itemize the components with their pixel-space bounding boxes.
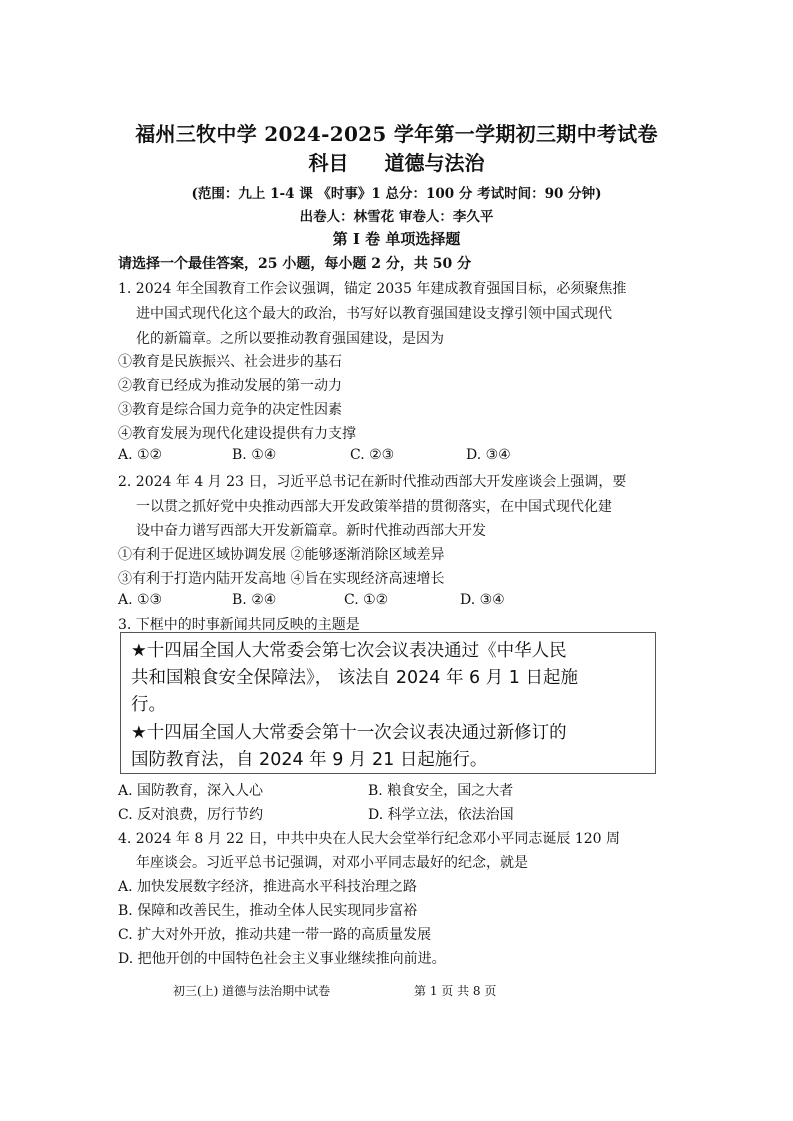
instructions: 请选择一个最佳答案，25 小题，每小题 2 分，共 50 分 bbox=[118, 256, 472, 272]
q4-option-b[interactable]: B. 保障和改善民生，推动全体人民实现同步富裕 bbox=[118, 903, 418, 919]
q2-stem-line: 2. 2024 年 4 月 23 日，习近平总书记在新时代推动西部大开发座谈会上强调，要 bbox=[118, 474, 627, 490]
q3-box-line: 行。 bbox=[131, 695, 166, 715]
q3-option-d[interactable]: D. 科学立法，依法治国 bbox=[368, 807, 514, 823]
q1-item: ②教育已经成为推动发展的第一动力 bbox=[118, 378, 342, 394]
q1-stem-line: 1. 2024 年全国教育工作会议强调，锚定 2035 年建成教育强国目标，必须聚焦推 bbox=[118, 281, 627, 297]
q1-option-d[interactable]: D. ③④ bbox=[466, 447, 511, 463]
q3-option-a[interactable]: A. 国防教育，深入人心 bbox=[118, 783, 264, 799]
q2-option-a[interactable]: A. ①③ bbox=[118, 592, 163, 608]
q2-item: ①有利于促进区域协调发展 ②能够逐渐消除区域差异 bbox=[118, 547, 445, 563]
q1-stem-line: 化的新篇章。之所以要推动教育强国建设，是因为 bbox=[136, 331, 444, 347]
q1-option-c[interactable]: C. ②③ bbox=[350, 447, 395, 463]
q1-option-a[interactable]: A. ①② bbox=[118, 447, 163, 463]
q1-item: ①教育是民族振兴、社会进步的基石 bbox=[118, 354, 342, 370]
section-title: 第 I 卷 单项选择题 bbox=[332, 230, 461, 248]
q3-option-c[interactable]: C. 反对浪费，厉行节约 bbox=[118, 807, 264, 823]
q4-stem-line: 年座谈会。习近平总书记强调，对邓小平同志最好的纪念，就是 bbox=[136, 855, 528, 871]
exam-makers: 出卷人：林雪花 审卷人：李久平 bbox=[299, 209, 494, 225]
q2-stem-line: 设中奋力谱写西部大开发新篇章。新时代推动西部大开发 bbox=[136, 523, 486, 539]
exam-info: (范围：九上 1-4 课 《时事》1 总分：100 分 考试时间：90 分钟) bbox=[191, 186, 602, 202]
q3-box-line: 共和国粮食安全保障法》， 该法自 2024 年 6 月 1 日起施 bbox=[131, 668, 578, 688]
subject-line bbox=[0, 147, 793, 176]
q4-stem-line: 4. 2024 年 8 月 22 日，中共中央在人民大会堂举行纪念邓小平同志诞辰 120 周 bbox=[118, 831, 621, 847]
q3-stem: 3. 下框中的时事新闻共同反映的主题是 bbox=[118, 617, 360, 633]
q4-option-d[interactable]: D. 把他开创的中国特色社会主义事业继续推向前进。 bbox=[118, 951, 446, 967]
q2-option-b[interactable]: B. ②④ bbox=[232, 592, 277, 608]
q3-news-box bbox=[120, 632, 656, 774]
page-number: 第 1 页 共 8 页 bbox=[414, 984, 497, 998]
q3-option-b[interactable]: B. 粮食安全，国之大者 bbox=[368, 783, 514, 799]
subject-value: 道德与法治 bbox=[384, 151, 485, 175]
q1-option-b[interactable]: B. ①④ bbox=[232, 447, 277, 463]
q2-option-d[interactable]: D. ③④ bbox=[460, 592, 505, 608]
q1-item: ④教育发展为现代化建设提供有力支撑 bbox=[118, 426, 356, 442]
subject-label: 科目 bbox=[308, 151, 349, 175]
q3-box-line: 国防教育法，自 2024 年 9 月 21 日起施行。 bbox=[131, 750, 488, 770]
q2-stem-line: 一以贯之抓好党中央推动西部大开发政策举措的贯彻落实，在中国式现代化建 bbox=[136, 499, 612, 515]
q2-item: ③有利于打造内陆开发高地 ④旨在实现经济高速增长 bbox=[118, 571, 445, 587]
q1-item: ③教育是综合国力竞争的决定性因素 bbox=[118, 402, 342, 418]
exam-title: 福州三牧中学 2024-2025 学年第一学期初三期中考试卷 bbox=[135, 122, 658, 146]
q3-box-line: ★十四届全国人大常委会第七次会议表决通过《中华人民 bbox=[131, 641, 567, 661]
footer-title: 初三(上) 道德与法治期中试卷 bbox=[173, 984, 331, 998]
q4-option-c[interactable]: C. 扩大对外开放，推动共建一带一路的高质量发展 bbox=[118, 927, 432, 943]
q4-option-a[interactable]: A. 加快发展数字经济，推进高水平科技治理之路 bbox=[118, 879, 418, 895]
q3-box-line: ★十四届全国人大常委会第十一次会议表决通过新修订的 bbox=[131, 723, 567, 743]
q2-option-c[interactable]: C. ①② bbox=[344, 592, 389, 608]
q1-stem-line: 进中国式现代化这个最大的政治，书写好以教育强国建设支撑引领中国式现代 bbox=[136, 306, 612, 322]
